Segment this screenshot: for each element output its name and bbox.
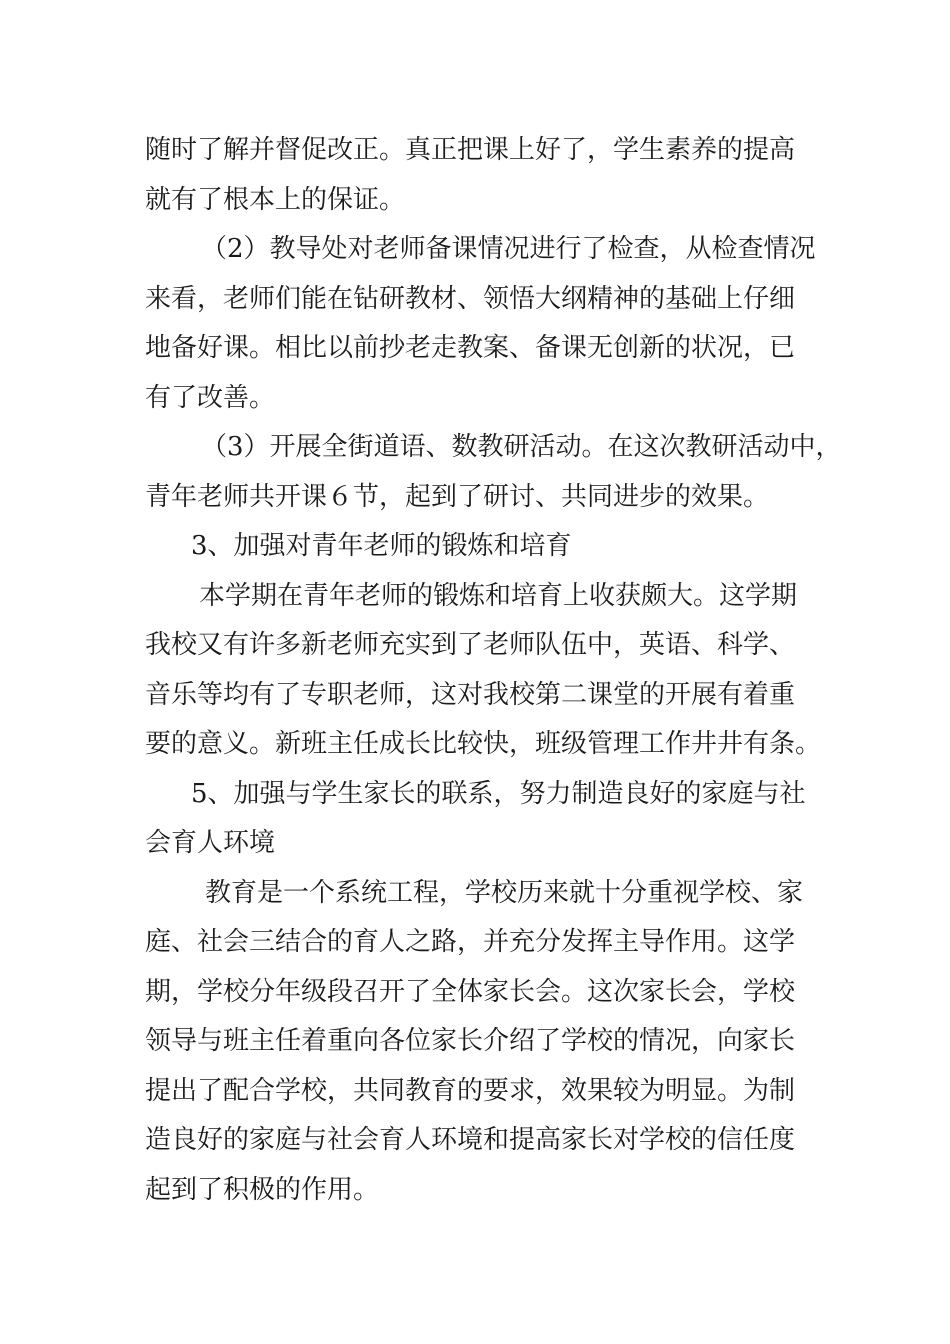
- text-line: 期，学校分年级段召开了全体家长会。这次家长会，学校: [145, 976, 796, 1007]
- text-line: 教育是一个系统工程，学校历来就十分重视学校、家: [205, 877, 804, 908]
- text-line: （3）开展全街道语、数教研活动。在这次教研活动中，: [201, 432, 842, 462]
- text-line: 音乐等均有了专职老师，这对我校第二课堂的开展有着重: [145, 679, 796, 710]
- text-line: 起到了积极的作用。: [145, 1174, 380, 1205]
- section-heading: 5、加强与学生家长的联系，努力制造良好的家庭与社: [191, 778, 806, 809]
- text-line: 庭、社会三结合的育人之路，并充分发挥主导作用。这学: [145, 927, 796, 957]
- text-line: 随时了解并督促改正。真正把课上好了，学生素养的提高: [145, 135, 796, 165]
- section-heading: 3、加强对青年老师的锻炼和培育: [191, 531, 572, 561]
- text-line: 领导与班主任着重向各位家长介绍了学校的情况，向家长: [145, 1026, 796, 1056]
- text-line: 青年老师共开课６节，起到了研讨、共同进步的效果。: [145, 481, 770, 512]
- text-line: 有了改善。: [145, 382, 276, 413]
- text-line: 要的意义。新班主任成长比较快，班级管理工作井井有条。: [145, 729, 822, 759]
- text-line: 来看，老师们能在钻研教材、领悟大纲精神的基础上仔细: [145, 283, 796, 314]
- text-line: 我校又有许多新老师充实到了老师队伍中，英语、科学、: [145, 630, 796, 660]
- text-line: 本学期在青年老师的锻炼和培育上收获颇大。这学期: [199, 580, 798, 611]
- text-line: 就有了根本上的保证。: [145, 184, 406, 215]
- text-line: 地备好课。相比以前抄老走教案、备课无创新的状况，已: [145, 333, 796, 363]
- document-body: [145, 126, 842, 1215]
- text-line: 提出了配合学校，共同教育的要求，效果较为明显。为制: [145, 1075, 796, 1106]
- section-heading-continued: 会育人环境: [145, 828, 276, 858]
- text-line: （2）教导处对老师备课情况进行了检查，从检查情况: [201, 234, 816, 264]
- text-line: 造良好的家庭与社会育人环境和提高家长对学校的信任度: [145, 1125, 796, 1155]
